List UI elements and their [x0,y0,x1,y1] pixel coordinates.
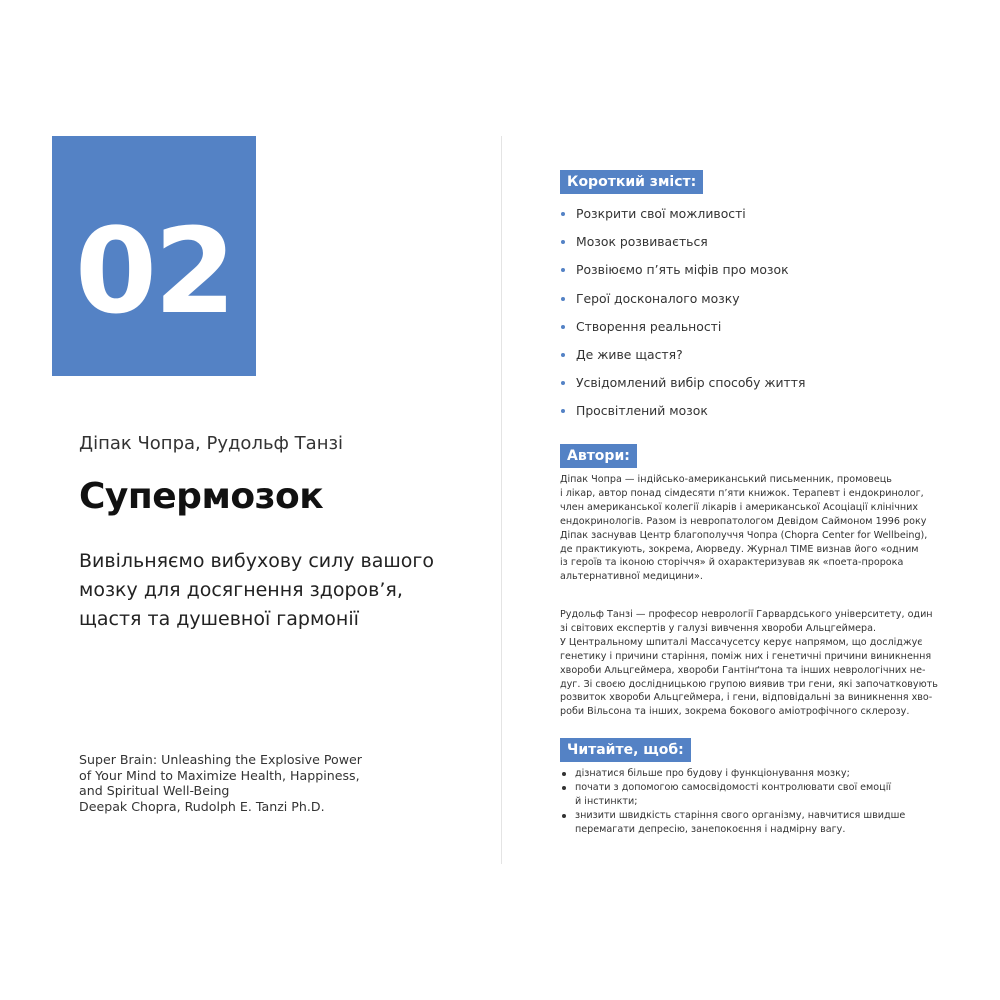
original-line: and Spiritual Well-Being [79,783,230,798]
subtitle-line: Вивільняємо вибухову силу вашого [79,550,435,572]
bio-line: і лікар, автор понад сімдесяти п’яти книжок. Терапевт і ендокринолог, [560,487,924,499]
bio-line: У Центральному шпиталі Массачусетсу керує напрямом, що досліджує [560,636,923,648]
bio-line: із героїв та іконою сторіччя» й охарактеризував як «поета-пророка [560,557,904,569]
chopra-bio [560,473,928,584]
read-heading: Читайте, щоб: [560,738,691,762]
bio-line: Діпак Чопра — індійсько-американський письменник, промовець [560,474,892,485]
book-authors: Діпак Чопра, Рудольф Танзі [79,433,344,454]
summary-item-label: Розкрити свої можливості [576,206,746,221]
bullet-icon [561,268,565,272]
summary-item [561,397,805,425]
bullet-icon [562,772,566,776]
bullet-icon [561,240,565,244]
read-item-line: дізнатися більше про будову і функціонування мозку; [575,768,850,779]
bullet-icon [561,353,565,357]
summary-item-label: Мозок розвивається [576,234,708,250]
bio-line: дуг. Зі своєю дослідницькою групою виявив три гени, які започатковують [560,678,938,690]
bio-line: генетику і причини старіння, поміж них і генетичні причини виникнення [560,650,932,662]
summary-item-label: Герої досконалого мозку [576,290,740,306]
bio-line: альтернативної медицини». [560,571,703,583]
summary-item-label: Де живе щастя? [576,346,683,362]
authors-heading: Автори: [560,444,637,468]
bio-line: ендокринологів. Разом із невропатологом Девідом Саймоном 1996 року [560,515,927,527]
summary-item [561,200,805,228]
summary-item [561,256,805,284]
subtitle-line: щастя та душевної гармонії [79,608,359,630]
read-item [560,809,920,837]
bio-line: член американської колегії лікарів і американської Асоціації клінічних [560,501,919,513]
summary-heading: Короткий зміст: [560,170,703,194]
bio-line: розвиток хвороби Альцгеймера, і гени, відповідальні за виникнення хво- [560,692,933,704]
read-item-line: перемагати депресію, занепокоєння і надмірну вагу. [575,823,846,835]
read-item [560,781,920,809]
original-line: of Your Mind to Maximize Health, Happiness, [79,767,360,783]
read-item [560,767,920,781]
bullet-icon [561,212,565,216]
book-subtitle [79,547,479,634]
bio-line: де практикують, зокрема, Аюрведу. Журнал TIME визнав його «одним [560,543,919,555]
summary-item [561,313,805,341]
tanzi-bio [560,608,938,719]
bullet-icon [562,786,566,790]
summary-item-label: Створення реальності [576,318,722,334]
original-line: Deepak Chopra, Rudolph E. Tanzi Ph.D. [79,798,325,814]
read-item-line: знизити швидкість старіння свого організму, навчитися швидше [575,809,906,821]
summary-item-label: Просвітлений мозок [576,403,708,419]
bio-line: роби Вільсона та інших, зокрема бокового аміотрофічного склерозу. [560,706,910,718]
read-item-line: й інстинкти; [575,795,638,807]
summary-item-label: Розвіюємо п’ять міфів про мозок [576,262,789,278]
original-edition [79,752,409,814]
bullet-icon [562,814,566,818]
book-title: Супермозок [79,476,324,517]
chapter-number: 02 [74,202,234,340]
subtitle-line: мозку для досягнення здоров’я, [79,579,403,601]
bullet-icon [561,381,565,385]
summary-item [561,228,805,256]
bio-line: хвороби Альцгеймера, хвороби Гантінґтона та інших неврологічних не- [560,664,926,676]
summary-item-label: Усвідомлений вибір способу життя [576,375,806,391]
summary-list [561,200,805,426]
summary-item [561,341,805,369]
bullet-icon [561,297,565,301]
column-divider [501,136,502,864]
bio-line: зі світових експертів у галузі вивчення хвороби Альцгеймера. [560,622,877,634]
summary-item [561,369,805,397]
chapter-number-block [52,136,256,376]
read-item-line: почати з допомогою самосвідомості контролювати свої емоції [575,781,892,793]
bullet-icon [561,325,565,329]
read-list [560,767,920,837]
bullet-icon [561,409,565,413]
bio-line: Діпак заснував Центр благополуччя Чопра (Chopra Center for Wellbeing), [560,529,928,541]
summary-item [561,285,805,313]
bio-line: Рудольф Танзі — професор неврології Гарвардського університету, один [560,609,933,620]
original-line: Super Brain: Unleashing the Explosive Power [79,752,362,767]
